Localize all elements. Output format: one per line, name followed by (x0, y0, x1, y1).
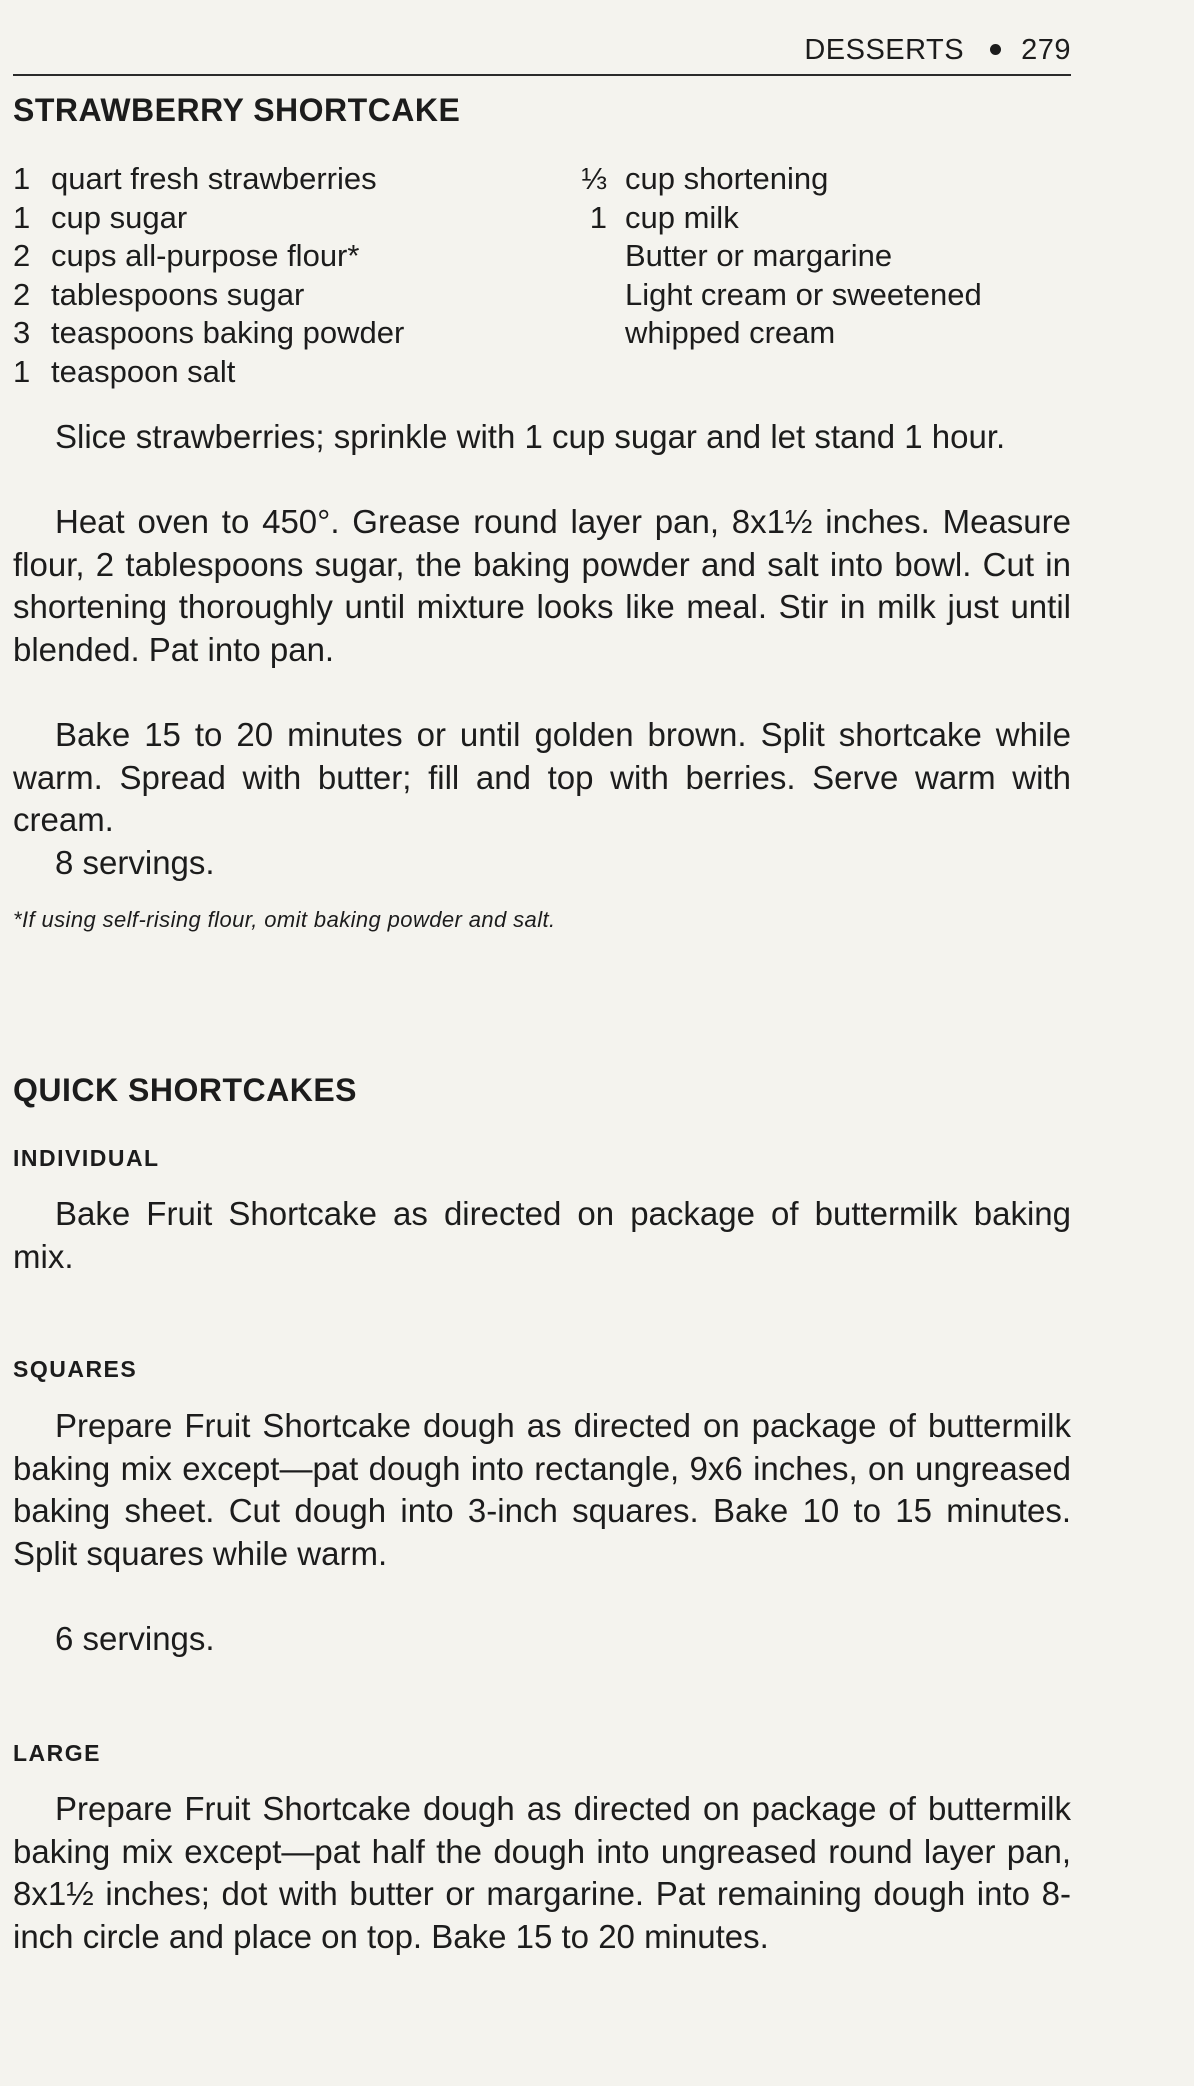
ingredient-item (561, 160, 982, 199)
large-paragraph (13, 1788, 1071, 1958)
ingredients-right-column (561, 160, 982, 353)
ingredient-text: tablespoons sugar (51, 276, 305, 312)
squares-paragraph (13, 1405, 1071, 1575)
ingredient-qty: 1 (13, 353, 31, 389)
squares-text: Prepare Fruit Shortcake dough as directed on package of buttermilk baking mix except—pat dough into rectangle, 9x6 inches, on ungreased baking sheet. Cut dough into 3-inch squares. Bake 10 to 15 minutes. Split squares while warm. (13, 1407, 1071, 1572)
ingredient-text: cups all-purpose flour* (51, 238, 360, 273)
recipe-title-strawberry-shortcake: STRAWBERRY SHORTCAKE (13, 92, 461, 128)
step-text: Bake 15 to 20 minutes or until golden brown. Split shortcake while warm. Spread with butter; fill and top with berries. Serve warm with cream. (13, 716, 1071, 838)
ingredient-text: cup shortening (625, 161, 829, 196)
recipe-title-quick-shortcakes: QUICK SHORTCAKES (13, 1072, 358, 1108)
ingredient-qty: 1 (13, 161, 31, 196)
ingredient-item (561, 199, 982, 238)
ingredient-item (13, 199, 404, 238)
subheading-squares: SQUARES (13, 1356, 138, 1382)
subheading-individual: INDIVIDUAL (13, 1145, 160, 1171)
servings-text (13, 1618, 1071, 1661)
page-number: 279 (1021, 34, 1071, 66)
ingredient-text: teaspoons baking powder (51, 315, 405, 350)
subheading-large: LARGE (13, 1740, 101, 1766)
ingredient-text: whipped cream (625, 315, 836, 350)
ingredient-qty: 3 (13, 315, 31, 350)
running-head (804, 34, 1071, 67)
ingredient-item (561, 276, 982, 315)
ingredient-text: cup sugar (51, 199, 188, 235)
ingredient-item (13, 276, 404, 315)
ingredient-qty: 2 (13, 238, 31, 273)
ingredient-item (561, 237, 982, 276)
ingredient-qty: 2 (13, 276, 31, 312)
ingredient-text: teaspoon salt (51, 353, 236, 389)
servings-text (13, 842, 1071, 885)
footnote: *If using self-rising flour, omit baking powder and salt. (13, 907, 556, 932)
step-text: Heat oven to 450°. Grease round layer pan, 8x1½ inches. Measure flour, 2 tablespoons sugar, the baking powder and salt into bowl. Cut in shortening thoroughly until mixture looks like meal. Stir in milk just until blended. Pat into pan. (13, 503, 1071, 668)
large-text: Prepare Fruit Shortcake dough as directed on package of buttermilk baking mix except—pat half the dough into ungreased round layer pan, 8x1½ inches; dot with butter or margarine. Pat remaining dough into 8-inch circle and place on top. Bake 15 to 20 minutes. (13, 1790, 1071, 1955)
step-paragraph (13, 501, 1071, 671)
header-rule (13, 74, 1071, 76)
ingredient-qty: 1 (589, 199, 607, 235)
ingredient-item (13, 237, 404, 276)
servings-value: 8 servings. (55, 844, 215, 881)
ingredient-text: cup milk (625, 199, 739, 235)
step-paragraph (13, 714, 1071, 842)
individual-text: Bake Fruit Shortcake as directed on package of buttermilk baking mix. (13, 1195, 1071, 1275)
ingredient-text: Light cream or sweetened (625, 276, 982, 312)
cookbook-page (13, 0, 1071, 2086)
ingredient-item (13, 314, 404, 353)
ingredient-qty: 1 (13, 199, 31, 235)
ingredients-left-column (13, 160, 404, 391)
ingredient-item (13, 353, 404, 392)
ingredient-qty: ⅓ (581, 161, 607, 196)
bullet-dot-icon (990, 44, 1001, 55)
ingredient-item (13, 160, 404, 199)
step-paragraph (13, 416, 1071, 459)
step-text: Slice strawberries; sprinkle with 1 cup sugar and let stand 1 hour. (55, 418, 1006, 455)
servings-value: 6 servings. (55, 1620, 215, 1657)
section-name: DESSERTS (804, 34, 965, 66)
individual-paragraph (13, 1193, 1071, 1278)
ingredient-item (561, 314, 982, 353)
ingredient-text: Butter or margarine (625, 238, 893, 273)
ingredient-text: quart fresh strawberries (51, 161, 377, 196)
